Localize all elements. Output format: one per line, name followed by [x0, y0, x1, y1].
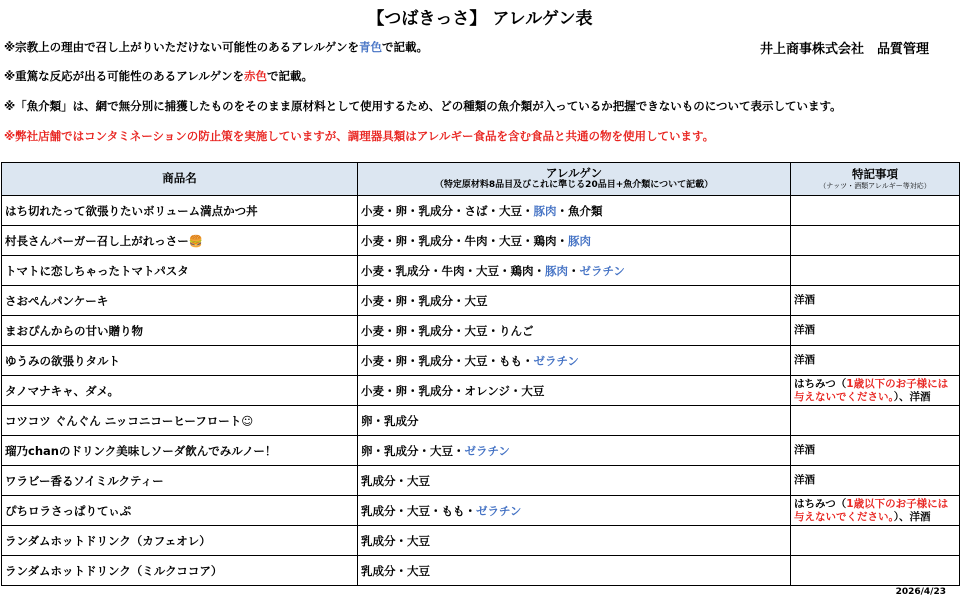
special-note	[791, 346, 960, 376]
product-name: ワラビー香るソイミルクティー	[2, 466, 358, 496]
special-text: ）、洋酒	[893, 390, 931, 403]
special-text: ）、洋酒	[893, 510, 931, 523]
product-name: まおぴんからの甘い贈り物	[2, 316, 358, 346]
allergen-list	[358, 346, 791, 376]
product-name: ランダムホットドリンク（ミルクココア）	[2, 556, 358, 586]
table-body	[2, 196, 960, 586]
allergen-list	[358, 526, 791, 556]
table-row	[2, 316, 960, 346]
allergen-highlight: ゼラチン	[476, 503, 522, 518]
allergen-list	[358, 226, 791, 256]
product-name: 瑠乃chanのドリンク美味しソーダ飲んでみルノー！	[2, 436, 358, 466]
table-row	[2, 346, 960, 376]
product-name: ランダムホットドリンク（カフェオレ）	[2, 526, 358, 556]
special-note	[791, 196, 960, 226]
product-name: ゆうみの欲張りタルト	[2, 346, 358, 376]
special-note	[791, 376, 960, 406]
special-text: はちみつ（	[794, 377, 847, 390]
special-note	[791, 406, 960, 436]
allergen-text: ・	[568, 263, 580, 278]
header-product-name: 商品名	[2, 163, 358, 196]
allergen-highlight: ゼラチン	[464, 443, 510, 458]
product-name: さおぺんパンケーキ	[2, 286, 358, 316]
note-religious-post: で記載。	[381, 40, 428, 54]
special-text: 洋酒	[794, 324, 815, 337]
header-special-title: 特記事項	[852, 167, 898, 182]
allergen-text: ・魚介類	[556, 203, 603, 218]
header-allergen	[358, 163, 791, 196]
allergen-list	[358, 196, 791, 226]
allergen-text: 小麦・乳成分・牛肉・大豆・鶏肉・	[361, 263, 545, 278]
allergen-text: 乳成分・大豆・もも・	[361, 503, 476, 518]
special-note	[791, 466, 960, 496]
allergen-highlight: 豚肉	[533, 203, 557, 218]
allergen-list	[358, 466, 791, 496]
special-note	[791, 556, 960, 586]
allergen-text: 小麦・卵・乳成分・さば・大豆・	[361, 203, 534, 218]
product-name: はち切れたって欲張りたいボリューム満点かつ丼	[2, 196, 358, 226]
company-name: 井上商事株式会社 品質管理	[760, 42, 930, 57]
allergen-text: 小麦・卵・乳成分・大豆	[361, 293, 488, 308]
header-allergen-subtitle: （特定原材料8品目及びこれに準じる20品目+魚介類について記載）	[434, 180, 714, 191]
special-warning: 1歳以下のお子様には与えないでください。	[794, 497, 949, 523]
note-religious	[4, 39, 428, 55]
product-name: 村長さんバーガー召し上がれっさー🍔	[2, 226, 358, 256]
table-row	[2, 406, 960, 436]
allergen-list	[358, 256, 791, 286]
special-note	[791, 256, 960, 286]
note-severe-pre: ※重篤な反応が出る可能性のあるアレルゲンを	[4, 69, 244, 83]
note-severe	[4, 68, 313, 84]
allergen-list	[358, 496, 791, 526]
allergen-text: 小麦・卵・乳成分・大豆・りんご	[361, 323, 534, 338]
table-row	[2, 496, 960, 526]
allergen-list	[358, 406, 791, 436]
allergen-table	[1, 162, 960, 586]
allergen-text: 卵・乳成分・大豆・	[361, 443, 465, 458]
allergen-list	[358, 316, 791, 346]
special-text: はちみつ（	[794, 497, 847, 510]
special-text: 洋酒	[794, 444, 815, 457]
special-note	[791, 526, 960, 556]
allergen-list	[358, 556, 791, 586]
table-header-row	[2, 163, 960, 196]
header-special	[791, 163, 960, 196]
allergen-list	[358, 436, 791, 466]
allergen-text: 小麦・卵・乳成分・牛肉・大豆・鶏肉・	[361, 233, 568, 248]
note-severe-color: 赤色	[243, 69, 267, 83]
note-seafood: ※「魚介類」は、網で無分別に捕獲したものをそのまま原材料として使用するため、どの種類の魚介類が入っているか把握できないものについて表示しています。	[4, 99, 842, 113]
product-name: トマトに恋しちゃったトマトパスタ	[2, 256, 358, 286]
header-special-subtitle: （ナッツ・酒類アレルギー等対応）	[819, 181, 931, 190]
table-row	[2, 556, 960, 586]
table-row	[2, 526, 960, 556]
allergen-text: 小麦・卵・乳成分・オレンジ・大豆	[361, 383, 545, 398]
allergen-highlight: 豚肉	[545, 263, 568, 278]
special-text: 洋酒	[794, 474, 815, 487]
special-note	[791, 496, 960, 526]
table-row	[2, 436, 960, 466]
special-note	[791, 436, 960, 466]
allergen-highlight: 豚肉	[568, 233, 591, 248]
special-note	[791, 316, 960, 346]
note-religious-color: 青色	[358, 40, 382, 54]
allergen-text: 小麦・卵・乳成分・大豆・もも・	[361, 353, 534, 368]
allergen-list	[358, 286, 791, 316]
table-row	[2, 376, 960, 406]
table-row	[2, 286, 960, 316]
special-note	[791, 226, 960, 256]
special-text: 洋酒	[794, 354, 815, 367]
allergen-text: 乳成分・大豆	[361, 563, 430, 578]
product-name: タノマナキャ、ダメ。	[2, 376, 358, 406]
product-name: コツコツ ぐんぐん ニッコニコーヒーフロート☺	[2, 406, 358, 436]
allergen-text: 卵・乳成分	[361, 413, 419, 428]
header-allergen-title: アレルゲン	[545, 166, 603, 181]
special-text: 洋酒	[794, 294, 815, 307]
table-row	[2, 226, 960, 256]
special-note	[791, 286, 960, 316]
date-label: 2026/4/23	[895, 587, 946, 597]
allergen-highlight: ゼラチン	[533, 353, 579, 368]
note-contamination: ※弊社店舗ではコンタミネーションの防止策を実施していますが、調理器具類はアレルギー食品を含む食品と共通の物を使用しています。	[4, 129, 715, 143]
allergen-list	[358, 376, 791, 406]
allergen-highlight: ゼラチン	[579, 263, 625, 278]
table-row	[2, 466, 960, 496]
note-severe-post: で記載。	[266, 69, 313, 83]
page-title: 【つばきっさ】 アレルゲン表	[367, 9, 593, 29]
allergen-text: 乳成分・大豆	[361, 473, 430, 488]
table-row	[2, 196, 960, 226]
table-row	[2, 256, 960, 286]
allergen-text: 乳成分・大豆	[361, 533, 430, 548]
special-warning: 1歳以下のお子様には与えないでください。	[794, 377, 949, 403]
product-name: ぴちロラさっぱりてぃぷ	[2, 496, 358, 526]
note-religious-pre: ※宗教上の理由で召し上がりいただけない可能性のあるアレルゲンを	[4, 40, 359, 54]
